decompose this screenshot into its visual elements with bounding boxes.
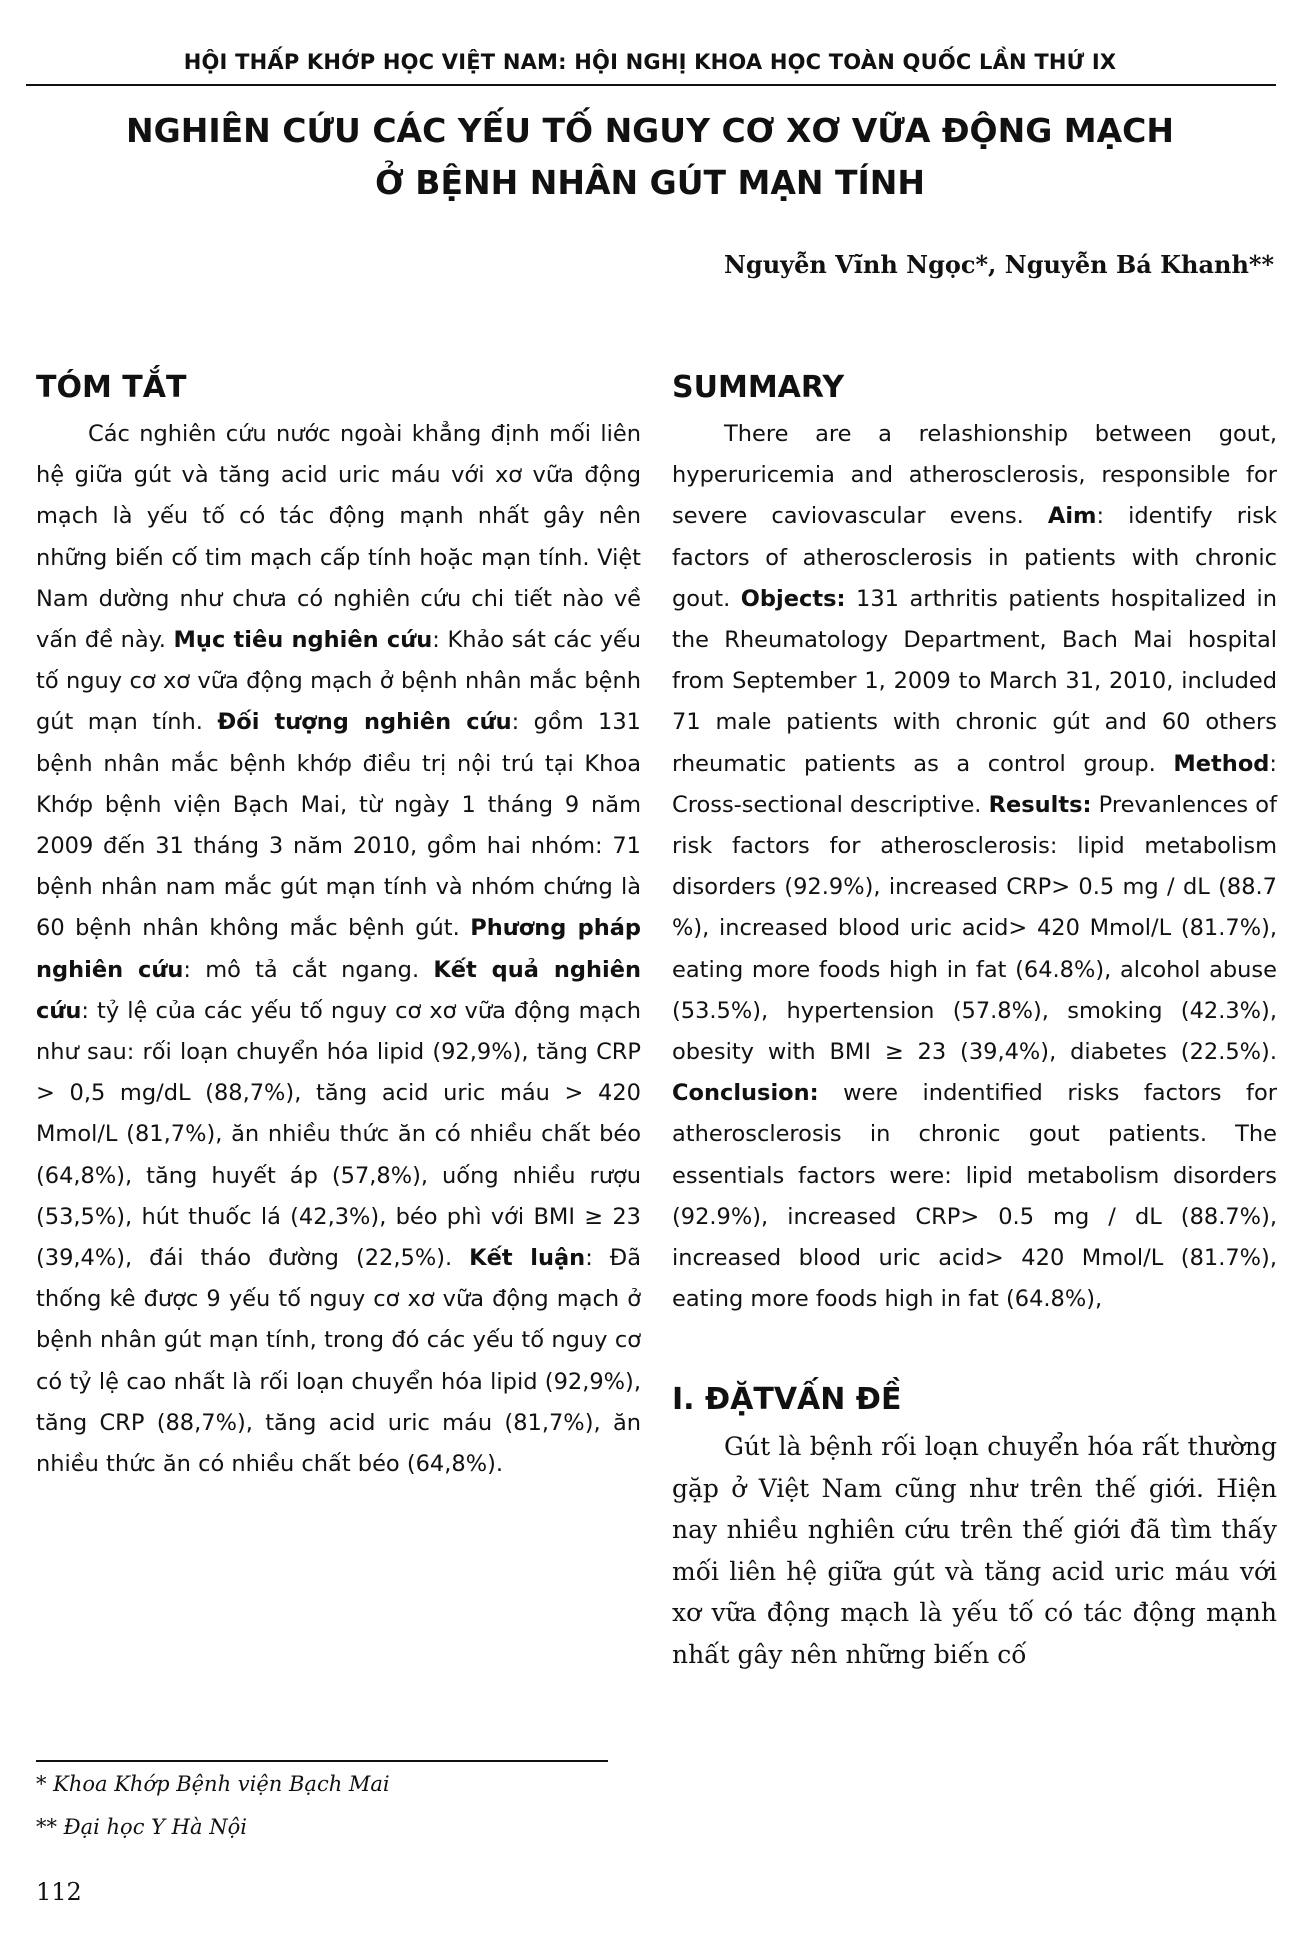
tomtat-label-muctieu: Mục tiêu nghiên cứu	[173, 627, 433, 654]
tomtat-label-phuongphap: Phương pháp nghiên cứu	[36, 915, 641, 983]
header-rule	[26, 84, 1276, 86]
tomtat-label-ketqua: Kết quả nghiên cứu	[36, 956, 642, 1024]
tomtat-intro: Các nghiên cứu nước ngoài khẳng định mối liên hệ giữa gút và tăng acid uric máu với xơ vữa động mạch là yếu tố có tác động mạnh nhất gây nên những biến cố tim mạch cấp tính hoặc mạn tính. Việt Nam dường như chưa có nghiên cứu chi tiết nào về vấn đề này.	[36, 421, 641, 654]
summary-conclusion-text: were indentified risks factors for atherosclerosis in chronic gout patients. The essentials factors were: lipid metabolism disorders (92.9%), increased CRP> 0.5 mg / dL (88.7%), increased blood uric acid> 420 Mmol/L (81.7%), eating more foods high in fat (64.8%),	[672, 1080, 1277, 1313]
tomtat-heading: TÓM TẮT	[36, 370, 187, 405]
summary-label-objects: Objects:	[740, 585, 846, 612]
summary-method-text: : Cross-sectional descriptive.	[672, 750, 1277, 818]
authors: Nguyễn Vĩnh Ngọc*, Nguyễn Bá Khanh**	[723, 250, 1274, 279]
right-column	[672, 368, 1277, 1675]
left-column	[36, 368, 641, 1485]
tomtat-phuongphap-text: : mô tả cắt ngang.	[183, 956, 420, 983]
title-line-2: Ở BỆNH NHÂN GÚT MẠN TÍNH	[374, 163, 925, 202]
summary-intro: There are a relashionship between gout, hyperuricemia and atherosclerosis, responsible for severe caviovascular evens.	[672, 421, 1277, 530]
intro-heading: I. ĐẶTVẤN ĐỀ	[672, 1382, 902, 1418]
intro-text: Gút là bệnh rối loạn chuyển hóa rất thường gặp ở Việt Nam cũng như trên thế giới. Hiện nay nhiều nghiên cứu trên thế giới đã tìm thấy mối liên hệ giữa gút và tăng acid uric máu với xơ vữa động mạch là yếu tố có tác động mạnh nhất gây nên những biến cố	[672, 1432, 1277, 1669]
summary-aim-text: : identify risk factors of atherosclerosis in patients with chronic gout.	[672, 503, 1277, 612]
tomtat-ketqua-text: : tỷ lệ của các yếu tố nguy cơ xơ vữa động mạch như sau: rối loạn chuyển hóa lipid (92,9%), tăng CRP > 0,5 mg/dL (88,7%), tăng acid uric máu > 420 Mmol/L (81,7%), ăn nhiều thức ăn có nhiều chất béo (64,8%), tăng huyết áp (57,8%), uống nhiều rượu (53,5%), hút thuốc lá (42,3%), béo phì với BMI ≥ 23 (39,4%), đái tháo đường (22,5%).	[36, 997, 641, 1272]
running-header: HỘI THẤP KHỚP HỌC VIỆT NAM: HỘI NGHỊ KHOA HỌC TOÀN QUỐC LẦN THỨ IX	[183, 50, 1117, 74]
tomtat-ketluan-text: : Đã thống kê được 9 yếu tố nguy cơ xơ vữa động mạch ở bệnh nhân gút mạn tính, trong đó các yếu tố nguy cơ có tỷ lệ cao nhất là rối loạn chuyển hóa lipid (92,9%), tăng CRP (88,7%), tăng acid uric máu (81,7%), ăn nhiều thức ăn có nhiều chất béo (64,8%).	[36, 1245, 641, 1478]
paper-title	[0, 105, 1300, 209]
summary-results-text: Prevanlences of risk factors for atherosclerosis: lipid metabolism disorders (92.9%), increased CRP> 0.5 mg / dL (88.7 %), increased blood uric acid> 420 Mmol/L (81.7%), eating more foods high in fat (64.8%), alcohol abuse (53.5%), hypertension (57.8%), smoking (42.3%), obesity with BMI ≥ 23 (39,4%), diabetes (22.5%).	[672, 791, 1277, 1066]
page-number: 112	[36, 1878, 82, 1906]
summary-heading: SUMMARY	[672, 370, 845, 405]
summary-label-method: Method	[1173, 750, 1270, 777]
summary-label-results: Results:	[988, 791, 1092, 818]
summary-body	[672, 414, 1277, 1320]
tomtat-label-doituong: Đối tượng nghiên cứu	[217, 709, 512, 736]
tomtat-body	[36, 414, 641, 1485]
summary-objects-text: 131 arthritis patients hospitalized in the Rheumatology Department, Bach Mai hospital from September 1, 2009 to March 31, 2010, included 71 male patients with chronic gút and 60 others rheumatic patients as a control group.	[672, 585, 1277, 777]
footnote-rule	[36, 1760, 608, 1762]
summary-label-aim: Aim	[1047, 503, 1097, 530]
footnote-affiliation-1: * Khoa Khớp Bệnh viện Bạch Mai	[36, 1772, 390, 1796]
tomtat-label-ketluan: Kết luận	[469, 1245, 586, 1272]
title-line-1: NGHIÊN CỨU CÁC YẾU TỐ NGUY CƠ XƠ VỮA ĐỘNG MẠCH	[126, 111, 1174, 150]
tomtat-doituong-text: : gồm 131 bệnh nhân mắc bệnh khớp điều trị nội trú tại Khoa Khớp bệnh viện Bạch Mai, từ ngày 1 tháng 9 năm 2009 đến 31 tháng 3 năm 2010, gồm hai nhóm: 71 bệnh nhân nam mắc gút mạn tính và nhóm chứng là 60 bệnh nhân không mắc bệnh gút.	[36, 709, 641, 942]
footnote-affiliation-2: ** Đại học Y Hà Nội	[36, 1815, 247, 1839]
tomtat-muctieu-text: : Khảo sát các yếu tố nguy cơ xơ vữa động mạch ở bệnh nhân mắc bệnh gút mạn tính.	[36, 627, 642, 736]
summary-label-conclusion: Conclusion:	[672, 1080, 819, 1107]
